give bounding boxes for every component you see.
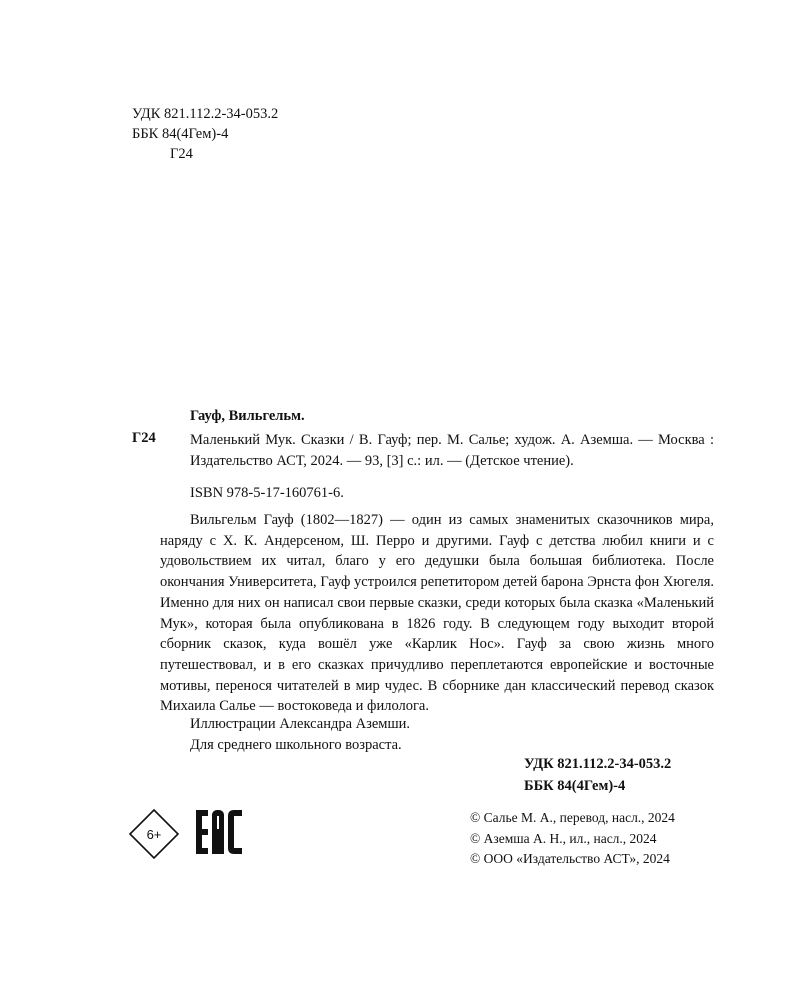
author-mark: Г24	[170, 146, 193, 162]
illustrations-credit: Иллюстрации Александра Аземши.	[190, 716, 410, 732]
copyright-line: © Салье М. А., перевод, насл., 2024	[470, 810, 675, 825]
copyright-notices	[470, 808, 675, 870]
bibliographic-description: Маленький Мук. Сказки / В. Гауф; пер. М. Салье; худож. А. Аземша. — Москва : Издательство АСТ, 2024. — 93, [3] с.: ил. — (Детское чтение).	[190, 432, 714, 469]
isbn: ISBN 978-5-17-160761-6.	[190, 485, 344, 501]
age-rating-badge	[128, 808, 180, 860]
eac-logo	[192, 806, 246, 858]
author-heading: Гауф, Вильгельм.	[190, 408, 305, 424]
bbk-code-bottom: ББК 84(4Гем)-4	[524, 778, 626, 794]
bbk-code: ББК 84(4Гем)-4	[132, 126, 229, 142]
annotation-text: Вильгельм Гауф (1802—1827) — один из самых знаменитых сказочников мира, наряду с Х. К. Андерсеном, Ш. Перро и другими. Гауф с детства любил книги и с удовольствием их читал, благо у его дедушки была большая библиотека. После окончания Университета, Гауф устроился репетитором детей барона Эрнста фон Хюгеля. Именно для них он написал свои первые сказки, среди которых была сказка «Маленький Мук», которая была опубликована в 1826 году. В следующем году выходит второй сборник сказок, куда вошёл уже «Карлик Нос». Гауф за свою жизнь много путешествовал, и в его сказках причудливо переплетаются европейские и восточные мотивы, перенося читателей в мир чудес. В сборнике дан классический перевод сказок Михаила Салье — востоковеда и филолога.	[160, 512, 714, 715]
author-mark-bold: Г24	[132, 430, 156, 446]
udk-code-bottom: УДК 821.112.2-34-053.2	[524, 756, 672, 772]
age-note: Для среднего школьного возраста.	[190, 737, 402, 753]
age-rating-text: 6+	[146, 827, 162, 842]
top-classification-codes	[132, 104, 278, 164]
copyright-line: © Аземша А. Н., ил., насл., 2024	[470, 830, 657, 846]
copyright-line: © ООО «Издательство АСТ», 2024	[470, 851, 670, 866]
udk-code: УДК 821.112.2-34-053.2	[132, 106, 279, 122]
bottom-classification-codes	[524, 753, 671, 797]
